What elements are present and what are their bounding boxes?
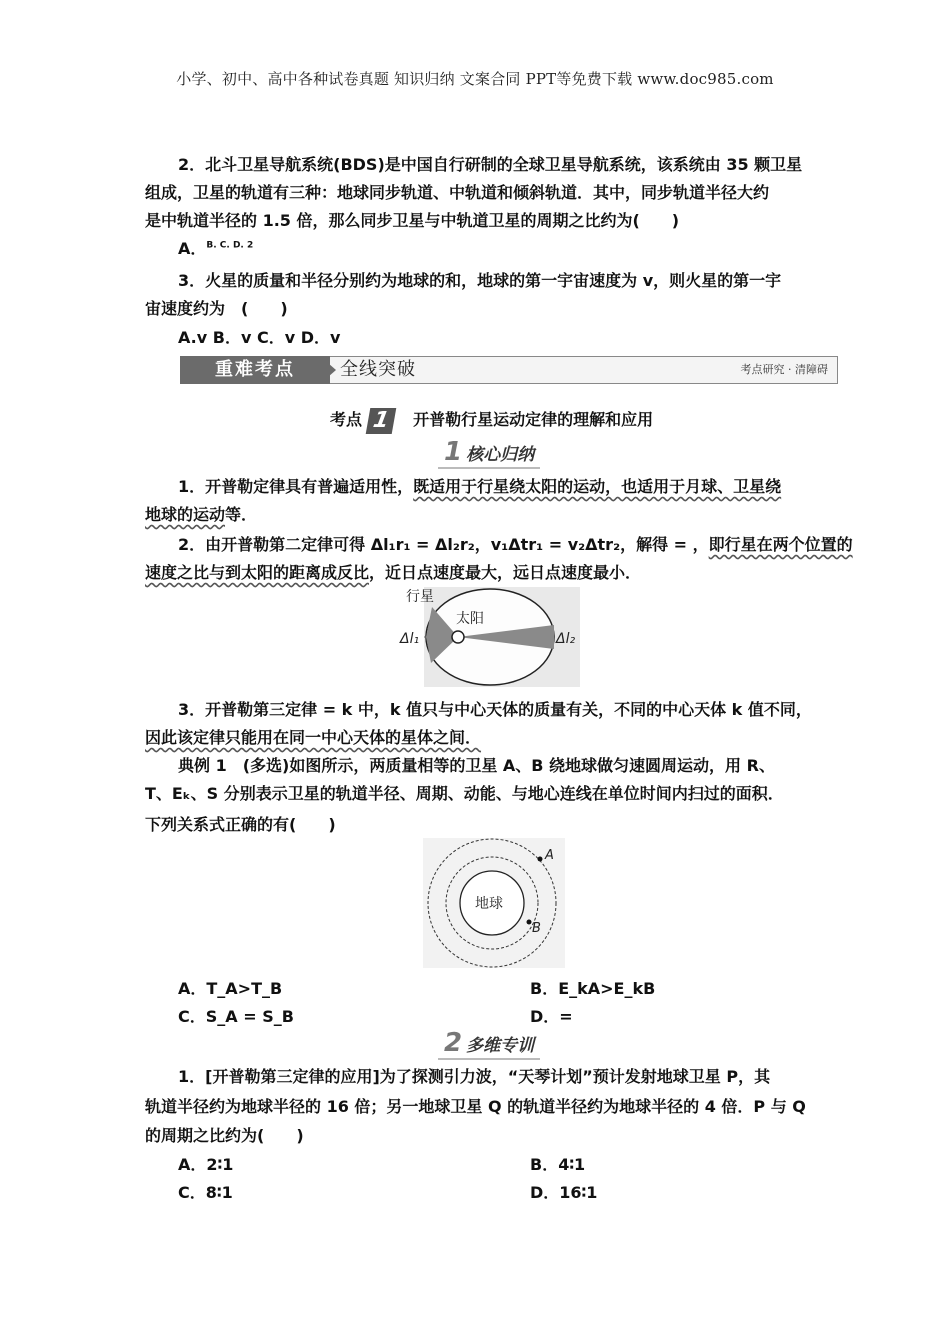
core-p2-line-1: [178, 532, 853, 555]
label-sun: 太阳: [456, 611, 484, 627]
topic-heading: [330, 407, 653, 434]
section-banner: [180, 356, 838, 384]
satellite-b-dot: [527, 920, 532, 925]
core-p1-text-c: 地球的运动: [145, 505, 226, 524]
topic-title: 开普勒行星运动定律的理解和应用: [413, 410, 654, 429]
example-line-1: 典例 1 (多选)如图所示，两质量相等的卫星 A、B 绕地球做匀速圆周运动，用 R、: [178, 756, 775, 775]
drill-option-b: B．4∶1: [530, 1155, 586, 1174]
topic-number-badge: 1: [365, 408, 396, 434]
label-planet: 行星: [406, 589, 434, 605]
drill-line-1: 1．[开普勒第三定律的应用]为了探测引力波，“天琴计划”预计发射地球卫星 P，其: [178, 1067, 771, 1086]
drill-line-3: 的周期之比约为( ): [145, 1126, 304, 1145]
q2-option-rest: B. C. D. 2: [206, 240, 254, 251]
q2-option-a: A．: [178, 239, 207, 258]
label-dl1: Δl₁: [400, 631, 420, 647]
core-p2-text-a: 2．由开普勒第二定律可得 Δl₁r₁ = Δl₂r₂，v₁Δtr₁ = v₂Δtr₂，解得 = ，: [178, 535, 709, 554]
core-p1-text-d: 等．: [225, 505, 258, 524]
example-option-a: A．T_A>T_B: [178, 979, 283, 998]
q2-options: [178, 236, 253, 259]
banner-left-label: 重难考点: [215, 359, 295, 380]
subheading-core: [438, 437, 540, 469]
drill-line-2: 轨道半径约为地球半径的 16 倍；另一地球卫星 Q 的轨道半径约为地球半径的 4 倍．P 与 Q: [145, 1097, 806, 1116]
q2-line-3: 是中轨道半径的 1.5 倍，那么同步卫星与中轨道卫星的周期之比约为( ): [145, 211, 680, 230]
satellite-a-dot: [538, 857, 543, 862]
subheading-core-label: 核心归纳: [466, 445, 535, 465]
core-p1-text-a: 1．开普勒定律具有普遍适用性，: [178, 477, 414, 496]
sun-icon: [452, 631, 464, 643]
core-p2-line-2: [145, 560, 641, 583]
q3-line-1: 3．火星的质量和半径分别约为地球的和，地球的第一宇宙速度为 v，则火星的第一宇: [178, 271, 782, 290]
core-p3-text-b: 因此该定律只能用在同一中心天体的星体之间．: [145, 728, 482, 747]
q2-line-2: 组成，卫星的轨道有三种：地球同步轨道、中轨道和倾斜轨道．其中，同步轨道半径大约: [145, 183, 770, 202]
drill-option-a: A．2∶1: [178, 1155, 234, 1174]
core-p1-line-2: [145, 502, 257, 525]
example-option-c: C．S_A = S_B: [178, 1007, 294, 1026]
core-p1-line-1: [178, 474, 781, 497]
banner-right-label: 考点研究 · 清障碍: [740, 363, 828, 376]
drill-option-d: D．16∶1: [530, 1183, 598, 1202]
label-earth: 地球: [475, 896, 503, 912]
example-line-3: 下列关系式正确的有( ): [145, 815, 336, 834]
subheading-drill-label: 多维专训: [466, 1036, 535, 1056]
core-p2-text-b: 即行星在两个位置的: [708, 535, 853, 554]
label-dl2: Δl₂: [556, 631, 576, 647]
subheading-drill-number: 2: [444, 1028, 463, 1058]
example-line-2: T、Eₖ、S 分别表示卫星的轨道半径、周期、动能、与地心连线在单位时间内扫过的面积．: [145, 784, 784, 803]
label-a: A: [545, 848, 554, 863]
label-b: B: [532, 921, 541, 936]
subheading-core-number: 1: [444, 437, 463, 467]
core-p2-text-d: ，近日点速度最大，远日点速度最小．: [369, 563, 642, 582]
core-p2-text-c: 速度之比与到太阳的距离成反比: [145, 563, 370, 582]
subheading-drill: [438, 1028, 540, 1060]
core-p3-line-1: 3．开普勒第三定律 = k 中，k 值只与中心天体的质量有关，不同的中心天体 k 值不同，: [178, 700, 812, 719]
banner-middle-label: 全线突破: [340, 359, 416, 380]
core-p1-text-b: 既适用于行星绕太阳的运动，也适用于月球、卫星绕: [413, 477, 782, 496]
drill-option-c: C．8∶1: [178, 1183, 233, 1202]
example-option-d: D．=: [530, 1007, 573, 1026]
core-p3-line-2: [145, 725, 481, 748]
q3-line-2: 宙速度约为 ( ): [145, 299, 288, 318]
orbit-figure: [423, 838, 565, 968]
q3-options: A.v B．v C．v D．v: [178, 328, 341, 347]
example-option-b: B．E_kA>E_kB: [530, 979, 656, 998]
kepler-figure: [398, 585, 582, 689]
q2-line-1: 2．北斗卫星导航系统(BDS)是中国自行研制的全球卫星导航系统，该系统由 35 颗卫星: [178, 155, 803, 174]
topic-prefix: 考点: [330, 410, 363, 429]
page-header: 小学、初中、高中各种试卷真题 知识归纳 文案合同 PPT等免费下载 www.doc985.com: [176, 70, 774, 88]
